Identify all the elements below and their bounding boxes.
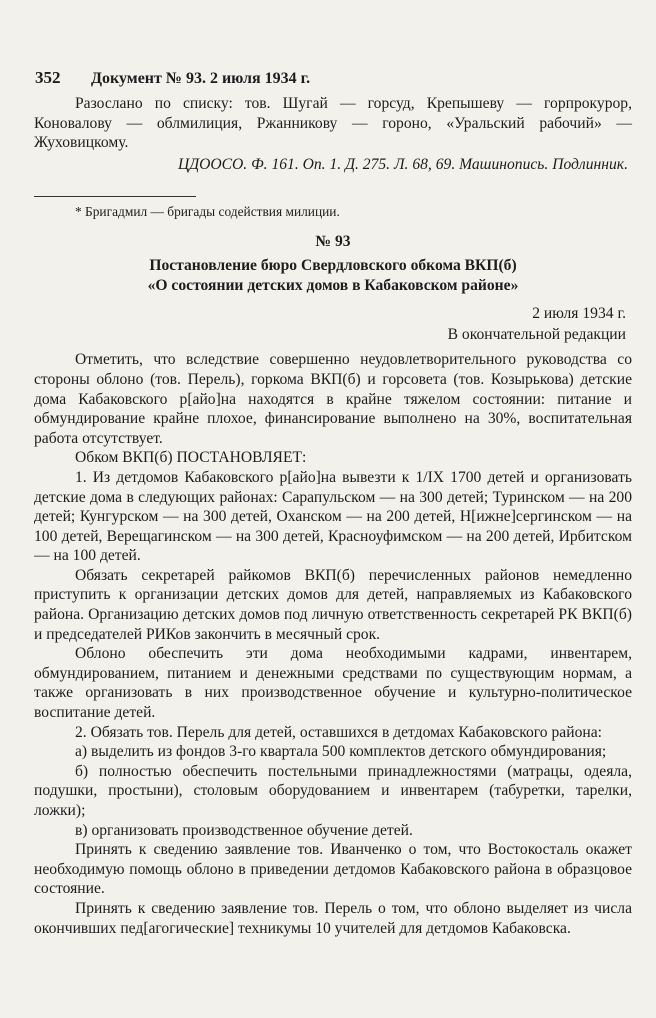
- document-date: 2 июля 1934 г.: [532, 305, 626, 323]
- document-number: № 93: [315, 233, 351, 251]
- body-paragraph: Принять к сведению заявление тов. Перель о том, что облоно выделяет из числа окончивших пед[агогические] техникумы 10 учителей для детдомов Кабаковска.: [34, 899, 632, 937]
- body-paragraph: Принять к сведению заявление тов. Иванченко о том, что Востокосталь окажет необходимую помощь облоно в приведении детдомов Кабаковского района в образцовое состояние.: [34, 841, 632, 898]
- footnote-divider: [34, 196, 196, 197]
- body-paragraph: 2. Обязать тов. Перель для детей, оставшихся в детдомах Кабаковского района:: [75, 723, 602, 741]
- document-title-line-2: «О состоянии детских домов в Кабаковском районе»: [147, 276, 519, 294]
- body-paragraph: Отметить, что вследствие совершенно неудовлетворительного руководства со стороны облоно (тов. Перель), горкома ВКП(б) и горсовета (тов. Козырькова) детские дома Кабаковского р[айо]на находятся в крайне тяжелом состоянии: питание и обмундирование крайне плохое, финансирование выполнено на 30%, воспитательная работа отсутствует.: [34, 351, 632, 447]
- document-title: [34, 256, 632, 295]
- body-paragraph: Облоно обеспечить эти дома необходимыми кадрами, инвентарем, обмундированием, питанием и денежными средствами по существующим нормам, а также организовать в них производственное обучение и культурно-политическое воспитание детей.: [34, 645, 632, 722]
- body-paragraph: б) полностью обеспечить постельными принадлежностями (матрацы, одеяла, подушки, простыни), столовым оборудованием и инвентарем (табуретки, тарелки, ложки);: [34, 762, 632, 819]
- document-edition: В окончательной редакции: [447, 325, 626, 343]
- running-head: [35, 68, 632, 88]
- distribution-list: Разослано по списку: тов. Шугай — горсуд, Крепышеву — горпрокурор, Коновалову — облмилиция, Ржанникову — гороно, «Уральский рабочий» — Жуховицкому.: [34, 95, 632, 152]
- body-paragraph: Обязать секретарей райкомов ВКП(б) перечисленных районов немедленно приступить к организации детских домов для детей, направляемых из Кабаковского района. Организацию детских домов под личную ответственность секретарей РК ВКП(б) и председателей РИКов закончить в месячный срок.: [34, 566, 632, 643]
- body-paragraph: в) организовать производственное обучение детей.: [75, 821, 413, 839]
- document-title-line-1: Постановление бюро Свердловского обкома ВКП(б): [149, 256, 517, 274]
- archive-reference: ЦДООСО. Ф. 161. Оп. 1. Д. 275. Л. 68, 69. Машинопись. Подлинник.: [177, 155, 628, 173]
- footnote: * Бригадмил — бригады содействия милиции.: [75, 204, 340, 220]
- running-head-title: Документ № 93. 2 июля 1934 г.: [91, 70, 311, 87]
- document-body: [34, 350, 632, 938]
- body-paragraph: 1. Из детдомов Кабаковского р[айо]на вывезти к 1/IX 1700 детей и организовать детские дома в следующих районах: Сарапульском — на 300 детей; Туринском — на 200 детей; Кунгурском — на 300 детей, Оханском — на 200 детей, Н[ижне]сергинском — на 100 детей, Верещагинском — на 300 детей, Красноуфимском — на 200 детей, Ирбитском — на 100 детей.: [34, 468, 632, 565]
- page-number: 352: [35, 68, 61, 87]
- body-paragraph: а) выделить из фондов 3-го квартала 500 комплектов детского обмундирования;: [75, 743, 607, 761]
- body-paragraph: Обком ВКП(б) ПОСТАНОВЛЯЕТ:: [75, 449, 307, 467]
